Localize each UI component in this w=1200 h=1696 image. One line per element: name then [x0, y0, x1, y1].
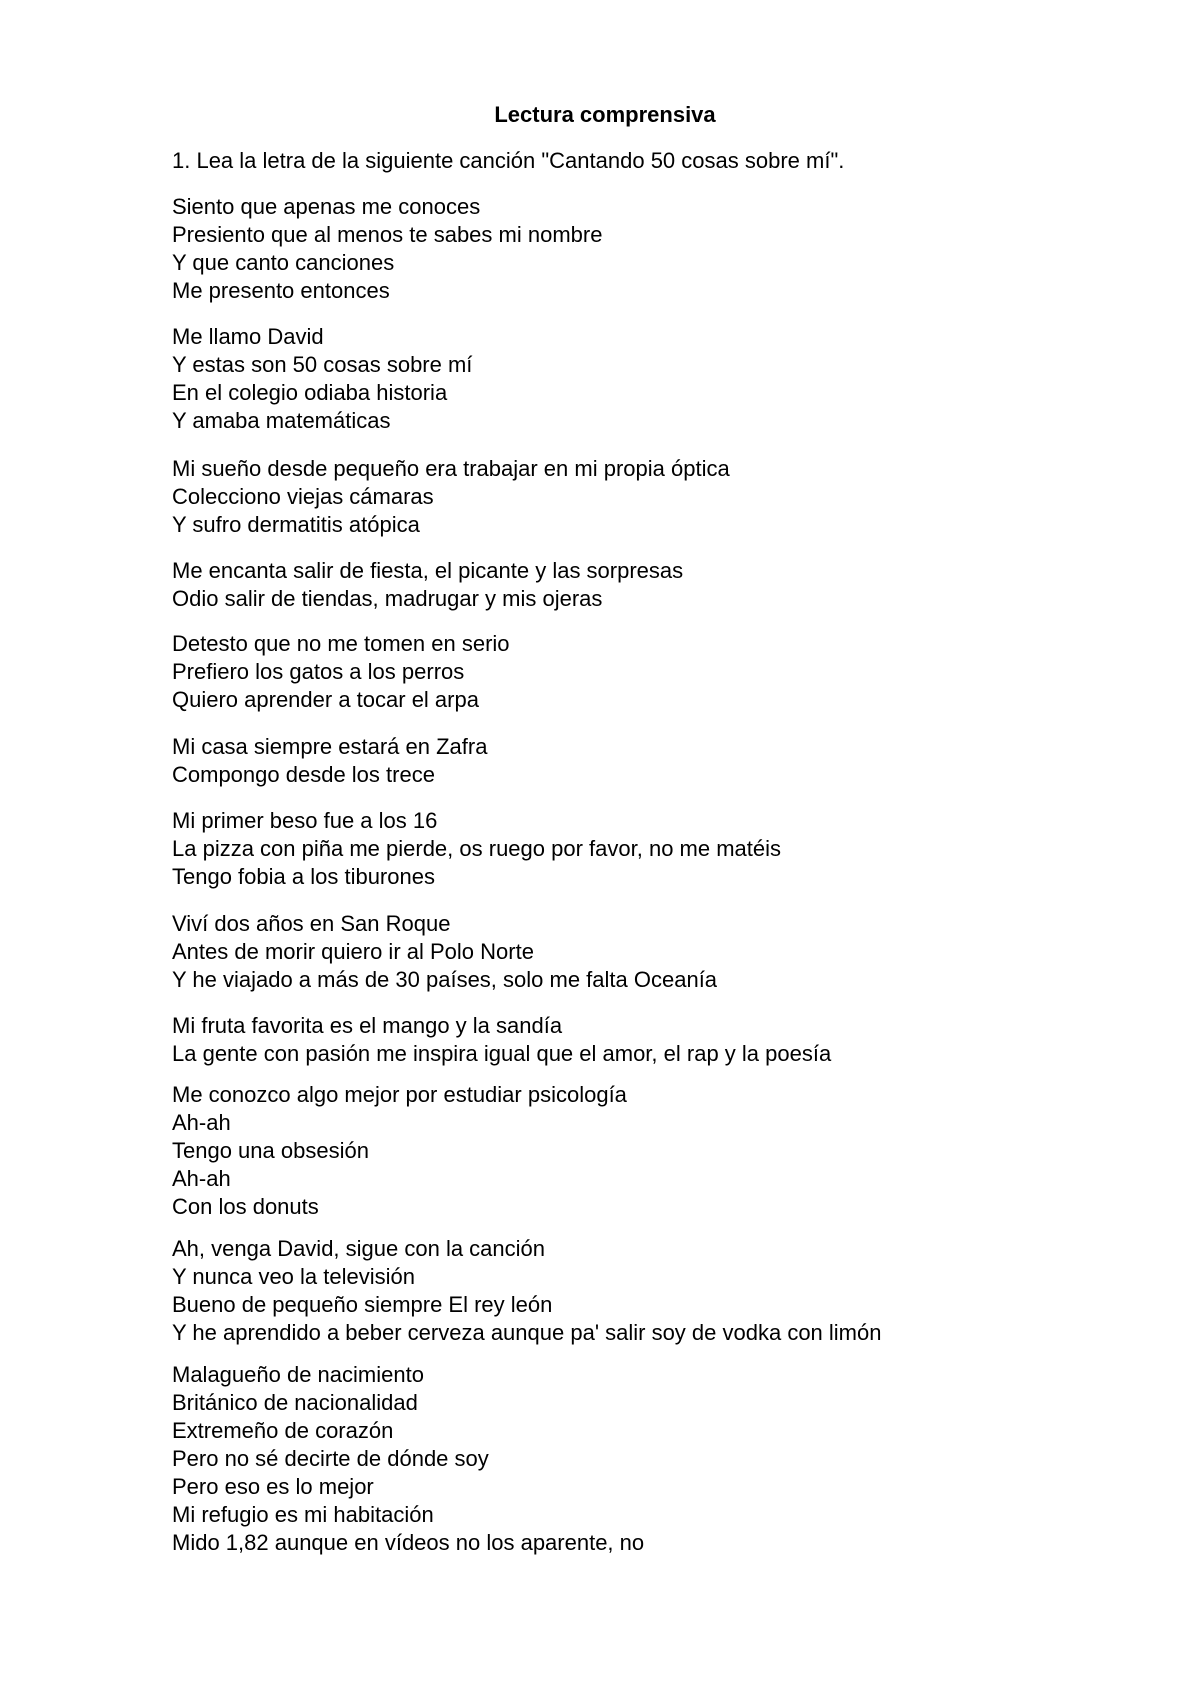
lyric-line: Tengo fobia a los tiburones: [172, 864, 435, 889]
stanza-10: [172, 1081, 627, 1221]
lyric-line: Prefiero los gatos a los perros: [172, 659, 465, 684]
lyric-line: Ah-ah: [172, 1166, 231, 1191]
lyric-line: Pero no sé decirte de dónde soy: [172, 1446, 489, 1471]
lyric-line: Antes de morir quiero ir al Polo Norte: [172, 939, 534, 964]
stanza-8: [172, 910, 717, 994]
lyric-line: Ah-ah: [172, 1110, 231, 1135]
lyric-line: Británico de nacionalidad: [172, 1390, 418, 1415]
lyric-line: Me conozco algo mejor por estudiar psicología: [172, 1082, 627, 1107]
lyric-line: Pero eso es lo mejor: [172, 1474, 374, 1499]
instruction-text: 1. Lea la letra de la siguiente canción "Cantando 50 cosas sobre mí".: [172, 148, 845, 173]
lyric-line: Mi fruta favorita es el mango y la sandía: [172, 1013, 563, 1038]
lyric-line: Y sufro dermatitis atópica: [172, 512, 420, 537]
stanza-11: [172, 1235, 881, 1347]
lyric-line: Quiero aprender a tocar el arpa: [172, 687, 479, 712]
lyric-line: Me presento entonces: [172, 278, 390, 303]
lyric-line: Y estas son 50 cosas sobre mí: [172, 352, 473, 377]
lyric-line: Mi sueño desde pequeño era trabajar en mi propia óptica: [172, 456, 730, 481]
lyric-line: Y he aprendido a beber cerveza aunque pa' salir soy de vodka con limón: [172, 1320, 882, 1345]
page-title: Lectura comprensiva: [494, 102, 716, 127]
lyric-line: La gente con pasión me inspira igual que el amor, el rap y la poesía: [172, 1041, 832, 1066]
lyric-line: Siento que apenas me conoces: [172, 194, 481, 219]
stanza-5: [172, 630, 510, 714]
lyric-line: Tengo una obsesión: [172, 1138, 369, 1163]
stanza-3: [172, 455, 730, 539]
lyric-line: Malagueño de nacimiento: [172, 1362, 424, 1387]
lyric-line: Y he viajado a más de 30 países, solo me falta Oceanía: [172, 967, 718, 992]
stanza-4: [172, 557, 683, 613]
lyric-line: Viví dos años en San Roque: [172, 911, 451, 936]
lyric-line: Odio salir de tiendas, madrugar y mis ojeras: [172, 586, 603, 611]
stanza-7: [172, 807, 781, 891]
lyric-line: Colecciono viejas cámaras: [172, 484, 434, 509]
lyric-line: Mi refugio es mi habitación: [172, 1502, 434, 1527]
stanza-6: [172, 733, 487, 789]
lyric-line: Y nunca veo la televisión: [172, 1264, 415, 1289]
lyric-line: Me llamo David: [172, 324, 324, 349]
lyric-line: Bueno de pequeño siempre El rey león: [172, 1292, 553, 1317]
lyric-line: Compongo desde los trece: [172, 762, 435, 787]
lyric-line: Mi primer beso fue a los 16: [172, 808, 438, 833]
stanza-12: [172, 1361, 644, 1557]
stanza-9: [172, 1012, 831, 1068]
lyric-line: Mido 1,82 aunque en vídeos no los aparente, no: [172, 1530, 645, 1555]
lyric-line: Con los donuts: [172, 1194, 319, 1219]
lyric-line: En el colegio odiaba historia: [172, 380, 448, 405]
lyric-line: Y amaba matemáticas: [172, 408, 391, 433]
lyric-line: Y que canto canciones: [172, 250, 395, 275]
lyric-line: La pizza con piña me pierde, os ruego por favor, no me matéis: [172, 836, 782, 861]
lyric-line: Mi casa siempre estará en Zafra: [172, 734, 488, 759]
lyric-line: Ah, venga David, sigue con la canción: [172, 1236, 546, 1261]
lyric-line: Detesto que no me tomen en serio: [172, 631, 510, 656]
stanza-1: [172, 193, 602, 305]
lyric-line: Presiento que al menos te sabes mi nombre: [172, 222, 603, 247]
stanza-2: [172, 323, 472, 435]
lyric-line: Me encanta salir de fiesta, el picante y las sorpresas: [172, 558, 684, 583]
lyric-line: Extremeño de corazón: [172, 1418, 394, 1443]
